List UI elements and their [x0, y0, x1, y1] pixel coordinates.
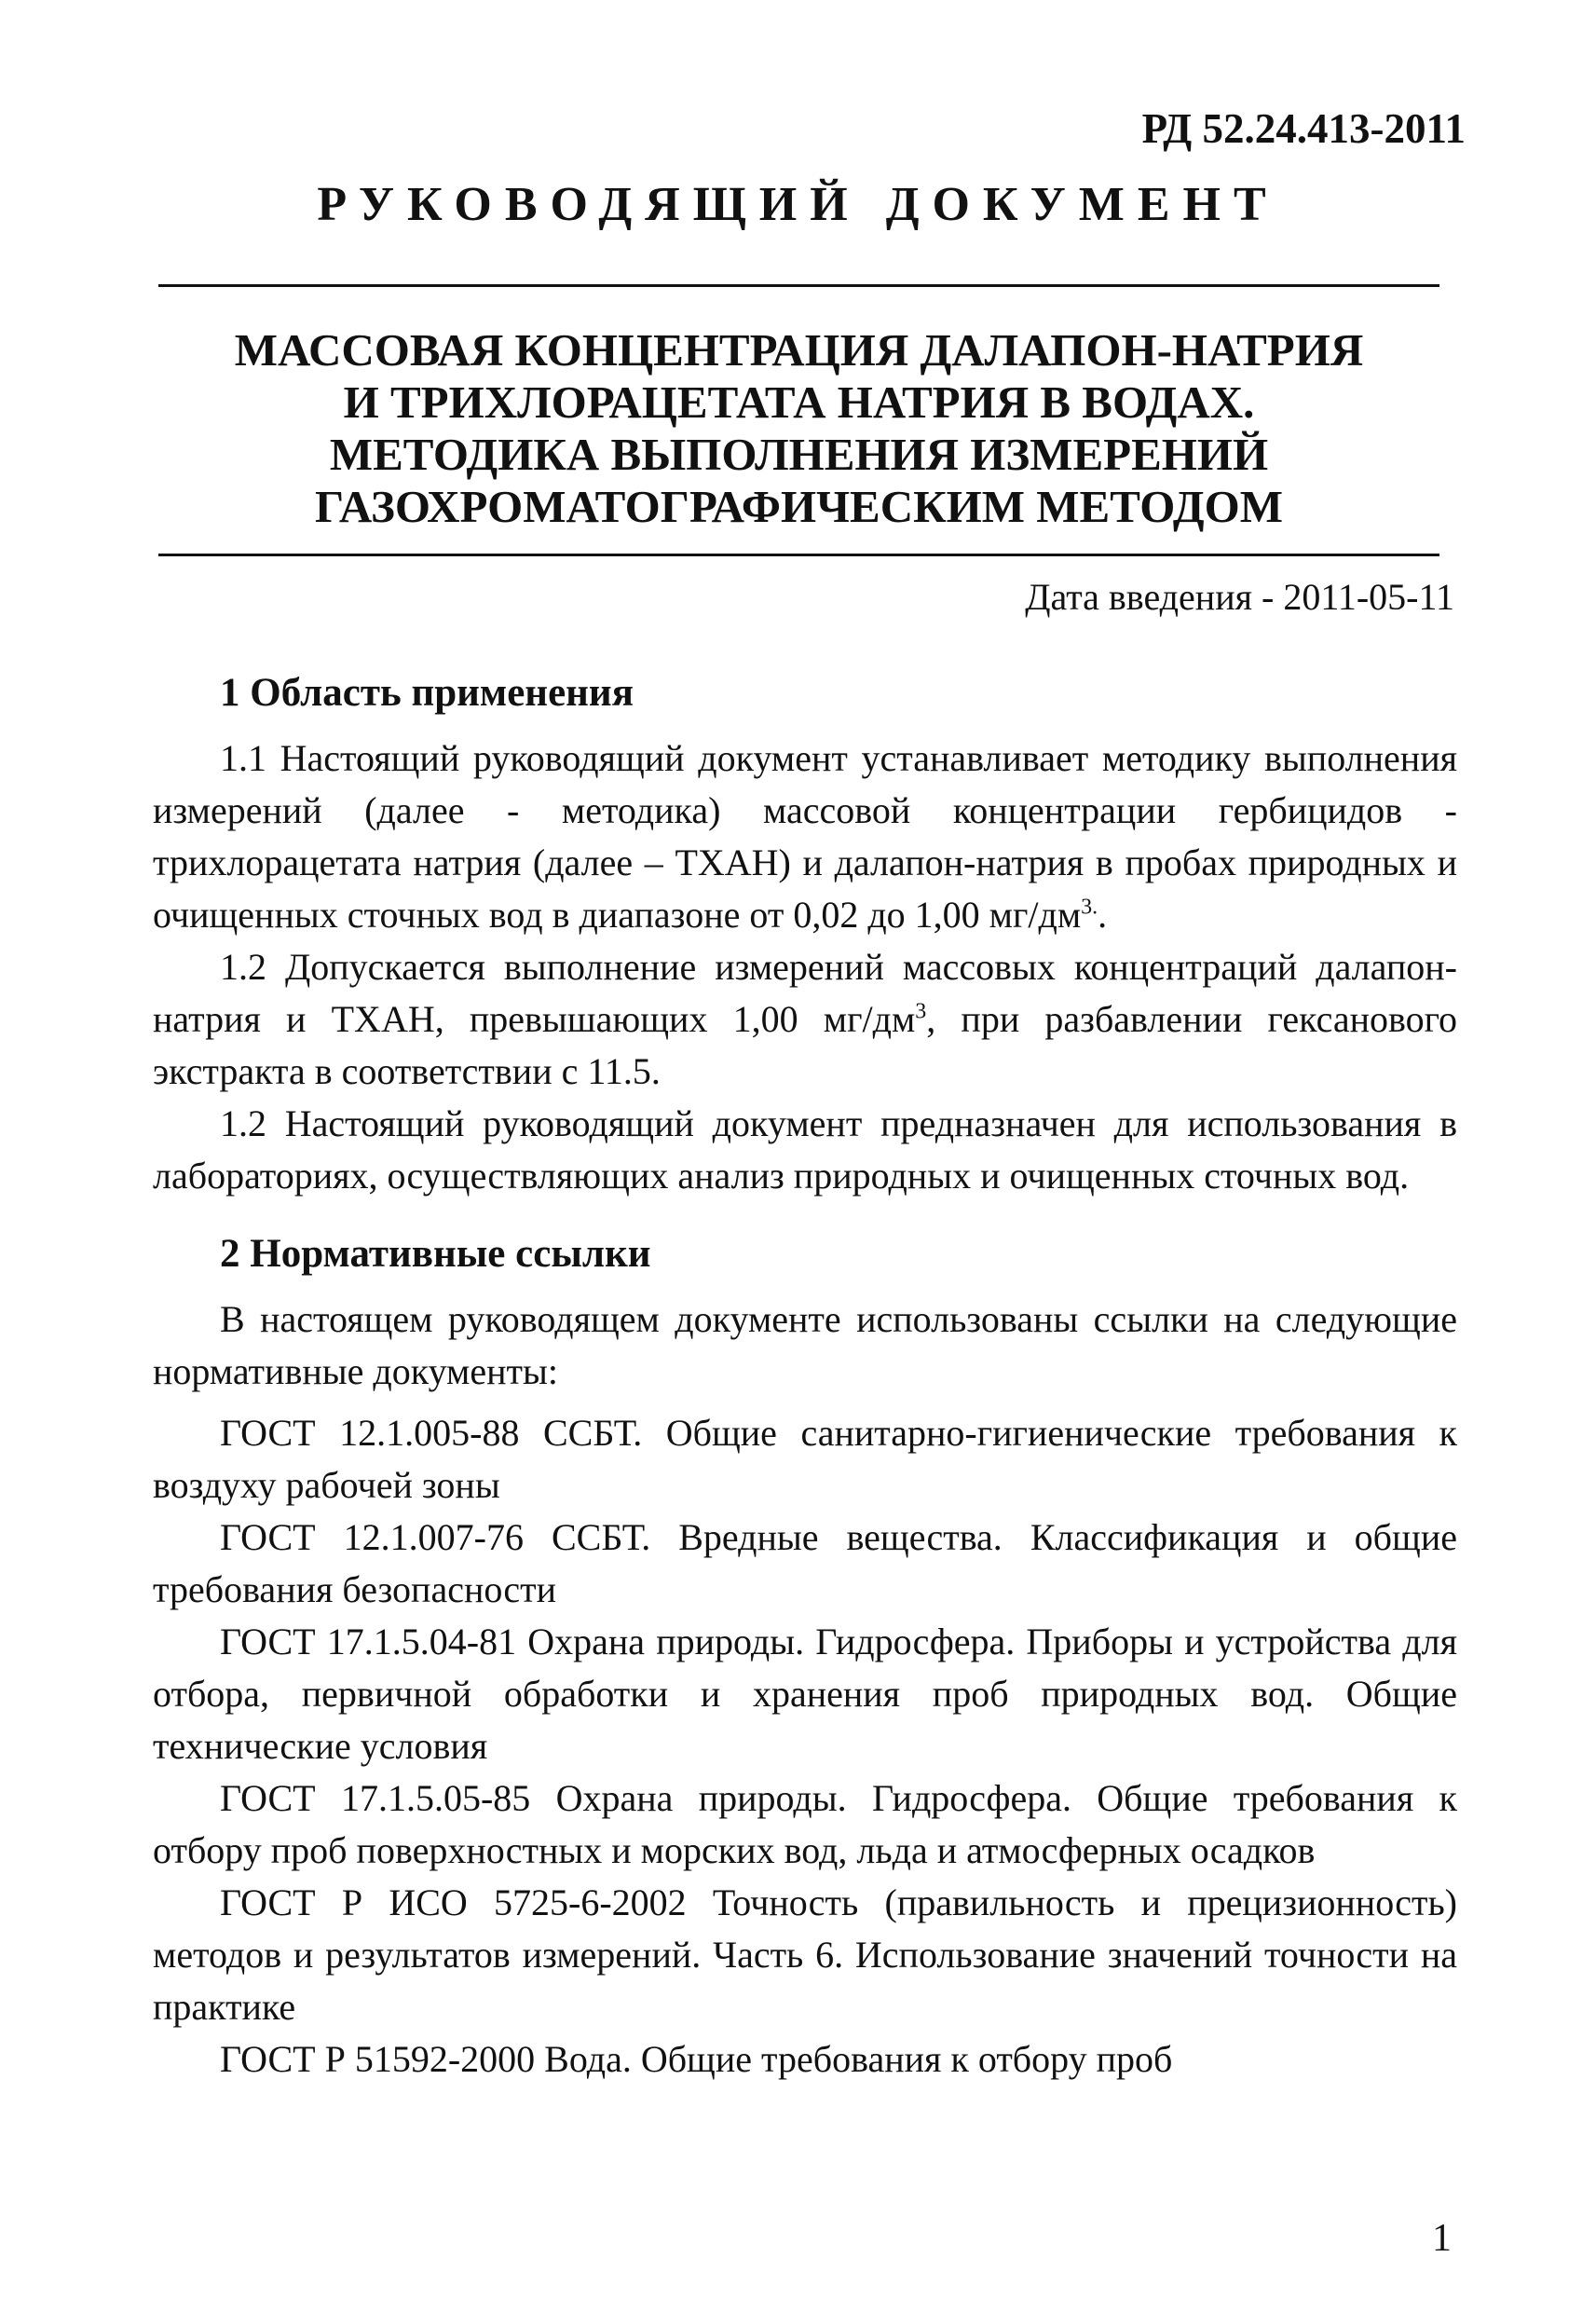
paragraph-1-1-text: 1.1 Настоящий руководящий документ устанавливает методику выполнения измерений (далее - методика) массовой концентрации гербицидов - трихлорацетата натрия (далее – ТХАН) и далапон-натрия в пробах природных и очищенных сточных вод в диапазоне от 0,02 до 1,00 мг/дм: [153, 737, 1457, 936]
paragraph-1-2: [153, 941, 1457, 1098]
page-number: 1: [1432, 2217, 1452, 2260]
paragraph-1-1: [153, 732, 1457, 941]
section-heading-scope: 1 Область применения: [220, 671, 634, 715]
paragraph-1-3: 1.2 Настоящий руководящий документ предназначен для использования в лабораториях, осуществляющих анализ природных и очищенных сточных вод.: [153, 1102, 1457, 1197]
paragraph-1-2-text: 1.2 Допускается выполнение измерений массовых концентраций далапон-натрия и ТХАН, превышающих 1,00 мг/дм: [153, 946, 1457, 1040]
paragraph-1-1-superscript: 3.: [1081, 895, 1098, 920]
title-line: ГАЗОХРОМАТОГРАФИЧЕСКИМ МЕТОДОМ: [314, 481, 1283, 532]
section-heading-normative-references: 2 Нормативные ссылки: [220, 1232, 651, 1276]
document-type-heading: РУКОВОДЯЩИЙ ДОКУМЕНТ: [317, 178, 1279, 231]
title-line: МЕТОДИКА ВЫПОЛНЕНИЯ ИЗМЕРЕНИЙ: [329, 429, 1269, 480]
document-title: [158, 324, 1439, 533]
document-code: РД 52.24.413-2011: [1141, 105, 1466, 152]
paragraph-1-1-end: .: [1098, 894, 1108, 936]
reference-item: ГОСТ 17.1.5.05-85 Охрана природы. Гидросфера. Общие требования к отбору проб поверхностных и морских вод, льда и атмосферных осадков: [153, 1777, 1457, 1871]
introduction-date: Дата введения - 2011-05-11: [1025, 576, 1454, 618]
reference-item: ГОСТ 12.1.005-88 ССБТ. Общие санитарно-гигиенические требования к воздуху рабочей зоны: [153, 1412, 1457, 1506]
references-intro: В настоящем руководящем документе использованы ссылки на следующие нормативные документы:: [153, 1298, 1457, 1392]
reference-item: ГОСТ Р 51592-2000 Вода. Общие требования к отбору проб: [220, 2038, 1173, 2080]
paragraph-1-2-end: , при разбавлении гексанового экстракта в соответствии с 11.5.: [153, 998, 1458, 1092]
top-divider: [158, 284, 1439, 287]
title-line: И ТРИХЛОРАЦЕТАТА НАТРИЯ В ВОДАХ.: [343, 376, 1255, 428]
paragraph-1-2-superscript: 3: [915, 999, 927, 1024]
reference-item: ГОСТ 17.1.5.04-81 Охрана природы. Гидросфера. Приборы и устройства для отбора, первичной обработки и хранения проб природных вод. Общие технические условия: [153, 1621, 1457, 1767]
reference-item: ГОСТ Р ИСО 5725-6-2002 Точность (правильность и прецизионность) методов и результатов измерений. Часть 6. Использование значений точности на практике: [153, 1881, 1457, 2028]
document-body: [153, 652, 1457, 2086]
reference-item: ГОСТ 12.1.007-76 ССБТ. Вредные вещества. Классификация и общие требования безопасности: [153, 1516, 1457, 1610]
title-line: МАССОВАЯ КОНЦЕНТРАЦИЯ ДАЛАПОН-НАТРИЯ: [234, 324, 1364, 376]
bottom-divider: [158, 554, 1439, 556]
